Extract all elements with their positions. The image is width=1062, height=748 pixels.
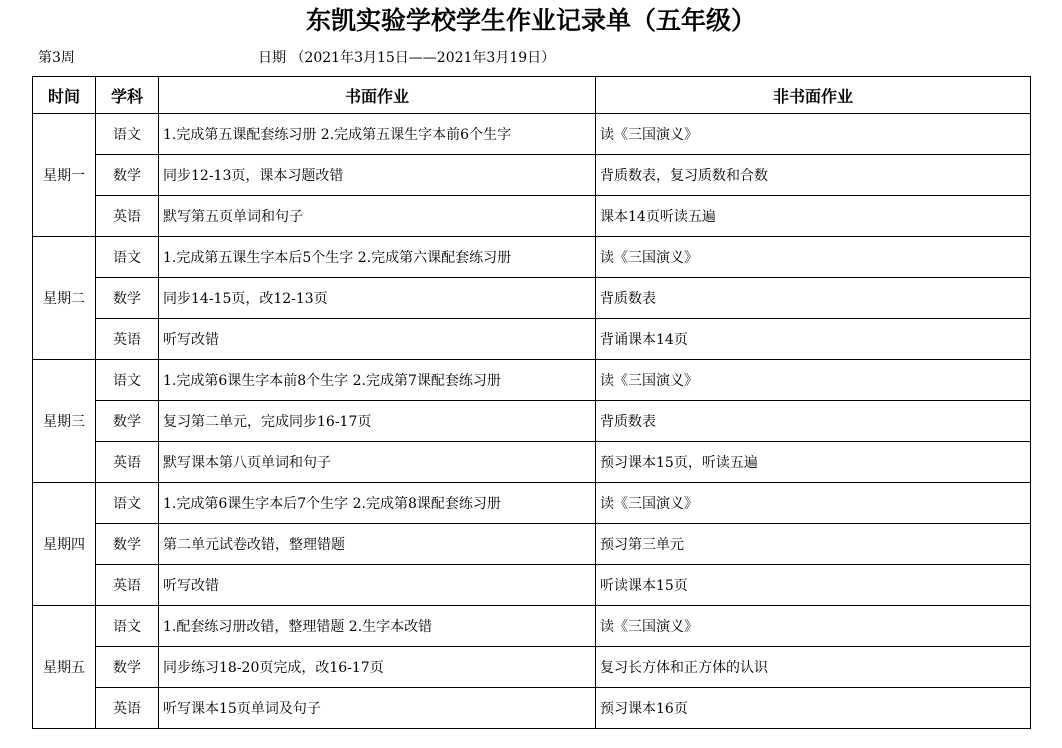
- header-time: 时间: [33, 77, 96, 114]
- written-homework-cell: 默写课本第八页单词和句子: [159, 442, 596, 483]
- homework-table: [32, 76, 1031, 729]
- table-row: [33, 647, 1031, 688]
- nonwritten-homework-cell: 预习课本15页，听读五遍: [596, 442, 1031, 483]
- written-homework-cell: 听写改错: [159, 565, 596, 606]
- table-row: [33, 319, 1031, 360]
- written-homework-cell: 1.完成第五课生字本后5个生字 2.完成第六课配套练习册: [159, 237, 596, 278]
- table-row: [33, 360, 1031, 401]
- written-homework-cell: 听写改错: [159, 319, 596, 360]
- subject-cell: 英语: [96, 565, 159, 606]
- week-label: 第3周: [38, 50, 75, 66]
- table-body: [33, 114, 1031, 729]
- nonwritten-homework-cell: 读《三国演义》: [596, 483, 1031, 524]
- subject-cell: 数学: [96, 401, 159, 442]
- header-written: 书面作业: [159, 77, 596, 114]
- written-homework-cell: 1.完成第6课生字本后7个生字 2.完成第8课配套练习册: [159, 483, 596, 524]
- nonwritten-homework-cell: 听读课本15页: [596, 565, 1031, 606]
- written-homework-cell: 听写课本15页单词及句子: [159, 688, 596, 729]
- subject-cell: 数学: [96, 647, 159, 688]
- written-homework-cell: 1.完成第五课配套练习册 2.完成第五课生字本前6个生字: [159, 114, 596, 155]
- written-homework-cell: 默写第五页单词和句子: [159, 196, 596, 237]
- subject-cell: 数学: [96, 524, 159, 565]
- table-row: [33, 688, 1031, 729]
- nonwritten-homework-cell: 背质数表，复习质数和合数: [596, 155, 1031, 196]
- table-row: [33, 401, 1031, 442]
- nonwritten-homework-cell: 背质数表: [596, 401, 1031, 442]
- subject-cell: 英语: [96, 196, 159, 237]
- header-nonwritten: 非书面作业: [596, 77, 1031, 114]
- nonwritten-homework-cell: 背质数表: [596, 278, 1031, 319]
- table-row: [33, 155, 1031, 196]
- table-row: [33, 114, 1031, 155]
- table-row: [33, 278, 1031, 319]
- subject-cell: 英语: [96, 319, 159, 360]
- nonwritten-homework-cell: 课本14页听读五遍: [596, 196, 1031, 237]
- page-title: 东凯实验学校学生作业记录单（五年级）: [305, 6, 756, 35]
- nonwritten-homework-cell: 背诵课本14页: [596, 319, 1031, 360]
- subject-cell: 语文: [96, 114, 159, 155]
- day-cell: 星期二: [33, 237, 96, 360]
- day-cell: 星期三: [33, 360, 96, 483]
- nonwritten-homework-cell: 预习课本16页: [596, 688, 1031, 729]
- header-row: [33, 77, 1031, 114]
- written-homework-cell: 第二单元试卷改错，整理错题: [159, 524, 596, 565]
- nonwritten-homework-cell: 读《三国演义》: [596, 606, 1031, 647]
- subject-cell: 英语: [96, 688, 159, 729]
- written-homework-cell: 复习第二单元，完成同步16-17页: [159, 401, 596, 442]
- nonwritten-homework-cell: 读《三国演义》: [596, 237, 1031, 278]
- day-cell: 星期四: [33, 483, 96, 606]
- table-row: [33, 483, 1031, 524]
- subject-cell: 数学: [96, 278, 159, 319]
- nonwritten-homework-cell: 预习第三单元: [596, 524, 1031, 565]
- subject-cell: 数学: [96, 155, 159, 196]
- written-homework-cell: 1.配套练习册改错，整理错题 2.生字本改错: [159, 606, 596, 647]
- subject-cell: 语文: [96, 606, 159, 647]
- day-cell: 星期一: [33, 114, 96, 237]
- subject-cell: 英语: [96, 442, 159, 483]
- table-row: [33, 196, 1031, 237]
- date-range: 日期 （2021年3月15日——2021年3月19日）: [258, 50, 556, 66]
- table-row: [33, 565, 1031, 606]
- subject-cell: 语文: [96, 483, 159, 524]
- nonwritten-homework-cell: 读《三国演义》: [596, 360, 1031, 401]
- subject-cell: 语文: [96, 237, 159, 278]
- written-homework-cell: 同步12-13页，课本习题改错: [159, 155, 596, 196]
- table-row: [33, 606, 1031, 647]
- table-row: [33, 442, 1031, 483]
- nonwritten-homework-cell: 复习长方体和正方体的认识: [596, 647, 1031, 688]
- written-homework-cell: 同步练习18-20页完成，改16-17页: [159, 647, 596, 688]
- day-cell: 星期五: [33, 606, 96, 729]
- written-homework-cell: 1.完成第6课生字本前8个生字 2.完成第7课配套练习册: [159, 360, 596, 401]
- table-row: [33, 524, 1031, 565]
- written-homework-cell: 同步14-15页，改12-13页: [159, 278, 596, 319]
- subject-cell: 语文: [96, 360, 159, 401]
- nonwritten-homework-cell: 读《三国演义》: [596, 114, 1031, 155]
- table-row: [33, 237, 1031, 278]
- header-subject: 学科: [96, 77, 159, 114]
